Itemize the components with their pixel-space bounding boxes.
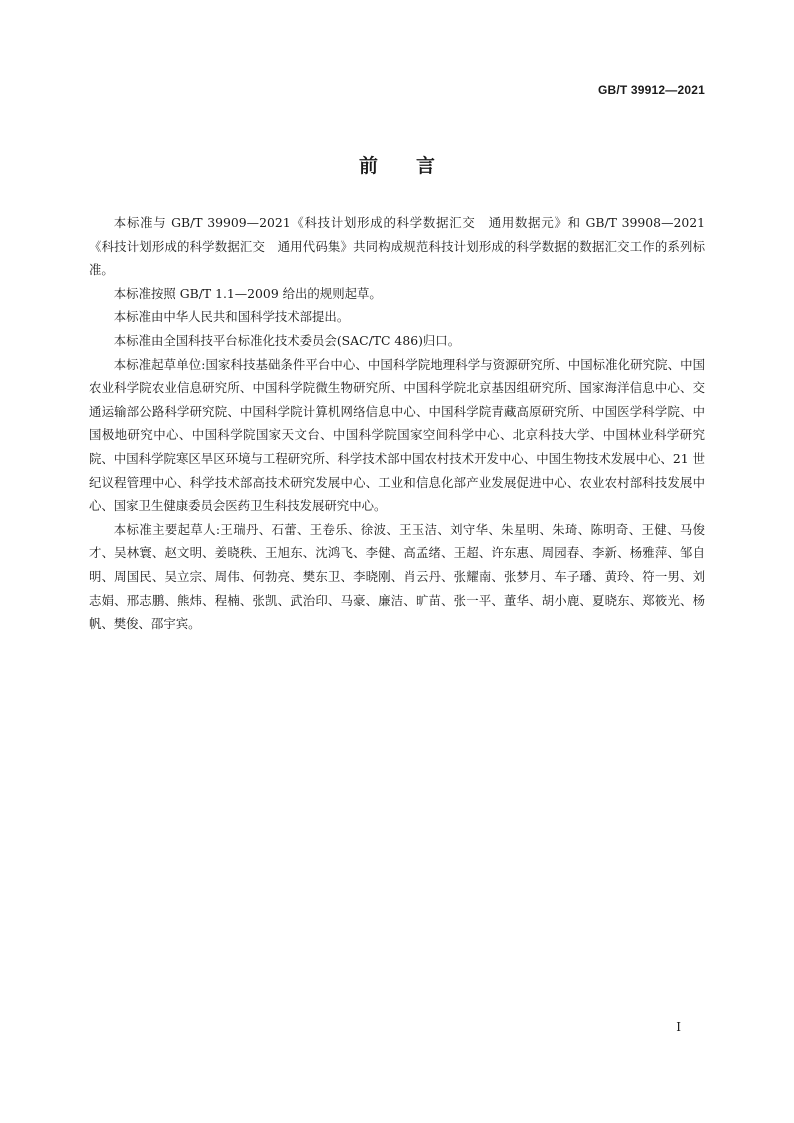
standard-number: GB/T 39912—2021 [597,83,705,97]
paragraph-committee: 本标准由全国科技平台标准化技术委员会(SAC/TC 486)归口。 [113,332,461,348]
foreword-body [89,211,705,636]
page-title: 前言 [358,155,473,177]
paragraph-drafting-rules: 本标准按照 GB/T 1.1—2009 给出的规则起草。 [113,285,382,301]
paragraph-proposer: 本标准由中华人民共和国科学技术部提出。 [113,309,350,325]
paragraph-drafters: 本标准主要起草人:王瑞丹、石蕾、王卷乐、徐波、王玉洁、刘守华、朱星明、朱琦、陈明奇、王健、马俊才、吴林寰、赵文明、姜晓秩、王旭东、沈鸿飞、李健、高孟绪、王超、许东惠、周园春、李新、杨雅萍、邹自明、周国民、吴立宗、周伟、何勃亮、樊东卫、李晓刚、肖云丹、张耀南、张梦月、车子璠、黄玲、符一男、刘志娟、邢志鹏、熊炜、程楠、张凯、武治印、马豪、廉洁、旷苗、张一平、董华、胡小鹿、夏晓东、郑筱光、杨帆、樊俊、邵宇宾。 [89,521,705,632]
page-number: I [676,1020,681,1034]
paragraph-series-standards: 本标准与 GB/T 39909—2021《科技计划形成的科学数据汇交 通用数据元》和 GB/T 39908—2021《科技计划形成的科学数据汇交 通用代码集》共同构成规范科技计划形成的科学数据的数据汇交工作的系列标准。 [89,215,705,278]
paragraph-drafting-units: 本标准起草单位:国家科技基础条件平台中心、中国科学院地理科学与资源研究所、中国标准化研究院、中国农业科学院农业信息研究所、中国科学院微生物研究所、中国科学院北京基因组研究所、国家海洋信息中心、交通运输部公路科学研究院、中国科学院计算机网络信息中心、中国科学院青藏高原研究所、中国医学科学院、中国极地研究中心、中国科学院国家天文台、中国科学院国家空间科学中心、北京科技大学、中国林业科学研究院、中国科学院寒区旱区环境与工程研究所、科学技术部中国农村技术开发中心、中国生物技术发展中心、21 世纪议程管理中心、科学技术部高技术研究发展中心、工业和信息化部产业发展促进中心、农业农村部科技发展中心、国家卫生健康委员会医药卫生科技发展研究中心。 [89,356,705,514]
